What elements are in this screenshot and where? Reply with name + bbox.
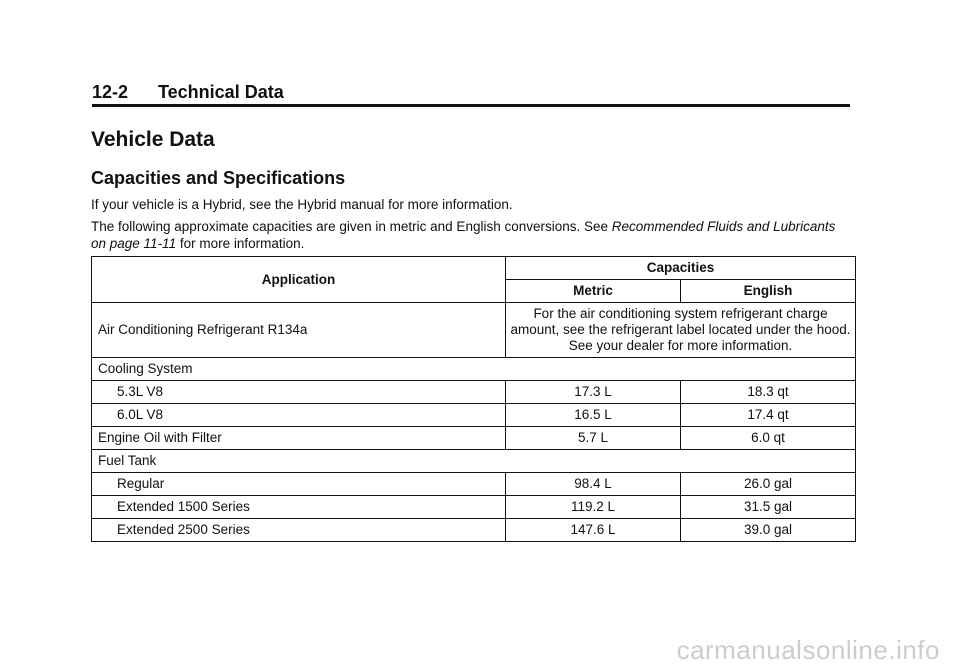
- english-value: 17.4 qt: [681, 404, 856, 427]
- header-english: English: [681, 280, 856, 303]
- table-row: [92, 496, 856, 519]
- row-label: 5.3L V8: [92, 381, 506, 404]
- section-subtitle: Capacities and Specifications: [91, 168, 346, 188]
- intro-text-end: for more information.: [176, 236, 305, 251]
- header-metric: Metric: [506, 280, 681, 303]
- metric-value: 119.2 L: [506, 496, 681, 519]
- table-row: [92, 427, 856, 450]
- page-header: [92, 82, 850, 107]
- metric-value: 17.3 L: [506, 381, 681, 404]
- header-application: Application: [92, 257, 506, 303]
- ac-note: For the air conditioning system refrigerant charge amount, see the refrigerant label located under the hood. See your dealer for more information.: [506, 303, 856, 358]
- table-row: [92, 450, 856, 473]
- section-title: Technical Data: [158, 82, 284, 102]
- row-label-cooling: Cooling System: [92, 358, 856, 381]
- row-label: Extended 2500 Series: [92, 519, 506, 542]
- row-label: Regular: [92, 473, 506, 496]
- capacities-table: [91, 256, 856, 542]
- table-row: [92, 358, 856, 381]
- header-capacities: Capacities: [506, 257, 856, 280]
- english-value: 6.0 qt: [681, 427, 856, 450]
- english-value: 26.0 gal: [681, 473, 856, 496]
- table-row: [92, 381, 856, 404]
- row-label: Extended 1500 Series: [92, 496, 506, 519]
- table-row: [92, 473, 856, 496]
- fluids-reference-link[interactable]: Recommended Fluids and Lubricants on page 11-11: [91, 219, 836, 251]
- hybrid-note: If your vehicle is a Hybrid, see the Hybrid manual for more information.: [91, 197, 513, 212]
- table-row: [92, 519, 856, 542]
- table-row: [92, 303, 856, 358]
- english-value: 18.3 qt: [681, 381, 856, 404]
- table-header-row: [92, 257, 856, 280]
- row-label-ac: Air Conditioning Refrigerant R134a: [92, 303, 506, 358]
- metric-value: 5.7 L: [506, 427, 681, 450]
- metric-value: 98.4 L: [506, 473, 681, 496]
- metric-value: 147.6 L: [506, 519, 681, 542]
- english-value: 31.5 gal: [681, 496, 856, 519]
- english-value: 39.0 gal: [681, 519, 856, 542]
- capacities-intro: [91, 218, 851, 252]
- intro-text: The following approximate capacities are given in metric and English conversions. See: [91, 219, 612, 234]
- metric-value: 16.5 L: [506, 404, 681, 427]
- watermark: carmanualsonline.info: [676, 635, 940, 665]
- table-row: [92, 404, 856, 427]
- page-number: 12-2: [92, 82, 129, 102]
- row-label-oil: Engine Oil with Filter: [92, 427, 506, 450]
- page-title: Vehicle Data: [91, 128, 215, 151]
- row-label: 6.0L V8: [92, 404, 506, 427]
- row-label-fuel: Fuel Tank: [92, 450, 856, 473]
